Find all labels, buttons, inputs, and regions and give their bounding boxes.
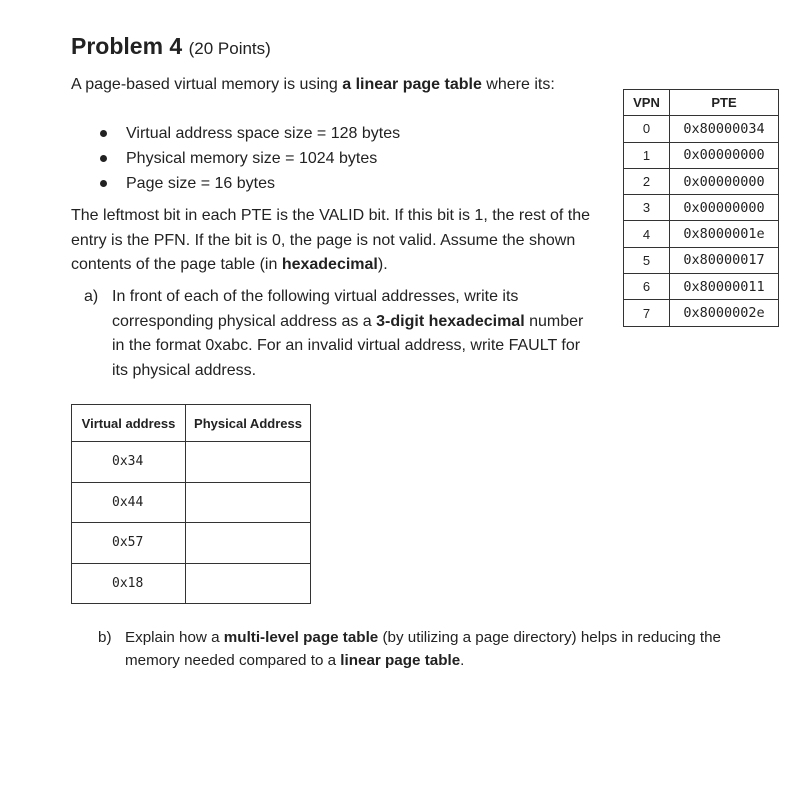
table-row <box>72 523 311 564</box>
question-a-label: a) <box>84 288 99 305</box>
pte-cell: 0x80000034 <box>670 116 779 142</box>
table-row <box>72 482 311 523</box>
vpn-cell: 5 <box>624 247 670 273</box>
question-a-text-start: In front of each of the following virtual addresses, write its corresponding physical address as a <box>112 288 519 330</box>
table-row <box>624 221 779 247</box>
rules-bold: hexadecimal <box>281 256 378 273</box>
address-table <box>71 404 311 604</box>
table-row <box>624 142 779 168</box>
virtual-address-cell: 0x34 <box>72 442 186 483</box>
pte-header: PTE <box>670 90 779 116</box>
list-item: Virtual address space size = 128 bytes <box>96 121 400 146</box>
intro-bold: a linear page table <box>342 76 482 93</box>
table-row <box>624 247 779 273</box>
question-b-text-3: . <box>460 652 465 669</box>
question-b-label: b) <box>98 629 112 646</box>
table-row <box>624 300 779 326</box>
question-b-text-1: Explain how a <box>125 629 224 646</box>
question-b-bold-1: multi-level page table <box>223 629 379 646</box>
table-row <box>72 563 311 604</box>
question-b-text-2: (by utilizing a page directory) helps in reducing the memory needed compared to a <box>125 629 721 669</box>
virtual-address-cell: 0x18 <box>72 563 186 604</box>
table-row <box>624 168 779 194</box>
pte-cell: 0x80000011 <box>670 274 779 300</box>
physical-address-header: Physical Address <box>186 405 311 442</box>
question-b-text <box>125 626 778 672</box>
rules-paragraph <box>71 204 591 278</box>
physical-address-cell[interactable] <box>186 563 311 604</box>
vpn-cell: 1 <box>624 142 670 168</box>
physical-address-cell[interactable] <box>186 482 311 523</box>
intro-text: A page-based virtual memory is using <box>71 76 343 93</box>
virtual-address-header: Virtual address <box>72 405 186 442</box>
table-row <box>624 116 779 142</box>
problem-title-main: Problem 4 <box>71 33 183 59</box>
pte-cell: 0x8000001e <box>670 221 779 247</box>
table-row <box>624 195 779 221</box>
intro-text-end: where its: <box>481 76 555 93</box>
vpn-cell: 0 <box>624 116 670 142</box>
vpn-cell: 6 <box>624 274 670 300</box>
pte-cell: 0x00000000 <box>670 195 779 221</box>
pte-cell: 0x80000017 <box>670 247 779 273</box>
question-a <box>84 285 584 383</box>
question-a-text <box>112 285 584 383</box>
rules-text-end: ). <box>377 256 388 273</box>
question-a-bold: 3-digit hexadecimal <box>376 312 525 330</box>
pte-cell: 0x00000000 <box>670 142 779 168</box>
question-b <box>98 626 778 672</box>
physical-address-cell[interactable] <box>186 442 311 483</box>
rules-text: The leftmost bit in each PTE is the VALID bit. If this bit is 1, the rest of the entry is the PFN. If the bit is 0, the page is not valid. Assume the shown contents of the page table (in <box>71 207 591 273</box>
virtual-address-cell: 0x57 <box>72 523 186 564</box>
vpn-cell: 7 <box>624 300 670 326</box>
vpn-header: VPN <box>624 90 670 116</box>
table-row <box>72 442 311 483</box>
physical-address-cell[interactable] <box>186 523 311 564</box>
intro-paragraph <box>71 73 591 98</box>
pte-cell: 0x8000002e <box>670 300 779 326</box>
list-item: Physical memory size = 1024 bytes <box>96 146 400 171</box>
table-row <box>624 274 779 300</box>
problem-title <box>71 33 271 60</box>
vpn-cell: 4 <box>624 221 670 247</box>
page-table <box>623 89 779 327</box>
question-b-bold-2: linear page table <box>340 652 461 669</box>
vpn-cell: 3 <box>624 195 670 221</box>
spec-list <box>96 121 400 196</box>
virtual-address-cell: 0x44 <box>72 482 186 523</box>
problem-points: (20 Points) <box>188 39 271 58</box>
question-a-text-end: number in the format 0xabc. For an invalid virtual address, write FAULT for its physical address. <box>112 312 584 379</box>
pte-cell: 0x00000000 <box>670 168 779 194</box>
list-item: Page size = 16 bytes <box>96 171 400 196</box>
vpn-cell: 2 <box>624 168 670 194</box>
